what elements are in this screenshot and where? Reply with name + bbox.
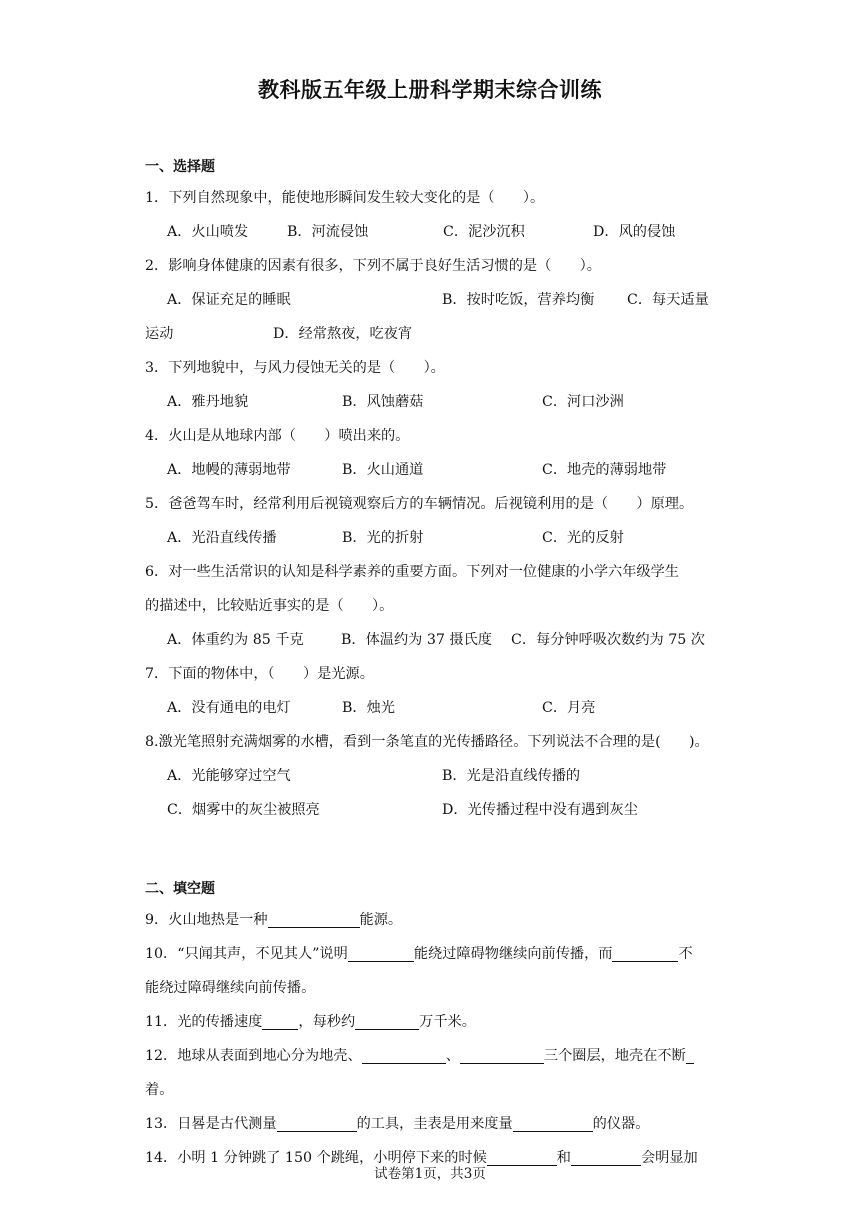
question-text: 会明显加 [640, 1150, 698, 1166]
option-d: D．经常熬夜，吃夜宵 [273, 326, 413, 342]
exam-content [145, 153, 717, 1175]
option-c: C．光的反射 [542, 530, 624, 546]
option-c: C．地壳的薄弱地带 [542, 462, 667, 478]
option-a: A．光能够穿过空气 [167, 768, 291, 784]
question-text: 12．地球从表面到地心分为地壳、 [145, 1048, 362, 1064]
option-a: A．没有通电的电灯 [167, 700, 291, 716]
question-2: 2．影响身体健康的因素有很多，下列不属于良好生活习惯的是（ ）。 [145, 258, 601, 274]
option-a: A．地幔的薄弱地带 [167, 462, 291, 478]
question-12 [145, 1039, 717, 1073]
options-q4 [145, 453, 717, 487]
question-text: 的仪器。 [592, 1116, 650, 1132]
answer-blank[interactable] [355, 1009, 419, 1030]
answer-blank[interactable] [348, 941, 414, 962]
option-b: B．风蚀蘑菇 [342, 394, 424, 410]
question-text: 万千米。 [419, 1014, 476, 1030]
question-text: 14．小明 1 分钟跳了 150 个跳绳，小明停下来的时候 [145, 1150, 487, 1166]
option-b: B．火山通道 [342, 462, 424, 478]
question-text: 能源。 [359, 912, 403, 928]
question-text: 三个圈层，地壳在不断 [543, 1048, 686, 1064]
option-b: B．体温约为 37 摄氏度 [341, 632, 492, 648]
answer-blank[interactable] [513, 1111, 593, 1132]
option-d: D．风的侵蚀 [593, 224, 676, 240]
question-13 [145, 1107, 717, 1141]
option-a: A．光沿直线传播 [167, 530, 277, 546]
option-a: A．保证充足的睡眠 [167, 292, 291, 308]
option-c: C．河口沙洲 [542, 394, 624, 410]
section-heading-fill: 二、填空题 [145, 881, 215, 897]
question-text: 的工具，圭表是用来度量 [356, 1116, 513, 1132]
option-d: D．光传播过程中没有遇到灰尘 [442, 802, 638, 818]
options-q8-row-2 [145, 793, 717, 827]
option-c-continued: 运动 [145, 326, 174, 342]
question-text: 9．火山地热是一种 [145, 912, 268, 928]
question-6-line-2: 的描述中，比较贴近事实的是（ ）。 [145, 598, 394, 614]
option-b: B．光是沿直线传播的 [442, 768, 581, 784]
answer-blank[interactable] [262, 1009, 298, 1030]
option-c: C．月亮 [542, 700, 596, 716]
options-q1 [145, 215, 717, 249]
options-q2 [145, 283, 717, 317]
question-text: 10．“只闻其声，不见其人”说明 [145, 946, 348, 962]
options-q5 [145, 521, 717, 555]
question-text: 11．光的传播速度 [145, 1014, 263, 1030]
question-text: 能绕过障碍物继续向前传播，而 [413, 946, 613, 962]
options-q3 [145, 385, 717, 419]
question-text: 13．日晷是古代测量 [145, 1116, 277, 1132]
answer-blank[interactable] [460, 1043, 544, 1064]
question-4: 4．火山是从地球内部（ ）喷出来的。 [145, 428, 410, 444]
question-text: 、 [445, 1048, 460, 1064]
question-text: 不 [678, 946, 693, 962]
option-b: B．光的折射 [342, 530, 424, 546]
question-6-line-1: 6．对一些生活常识的认知是科学素养的重要方面。下列对一位健康的小学六年级学生 [145, 564, 679, 580]
question-text: 和 [556, 1150, 571, 1166]
question-10-line-2: 能绕过障碍继续向前传播。 [145, 980, 316, 996]
option-c: C．烟雾中的灰尘被照亮 [167, 802, 320, 818]
option-a: A．火山喷发 [167, 224, 249, 240]
question-1: 1．下列自然现象中，能使地形瞬间发生较大变化的是（ ）。 [145, 190, 545, 206]
question-12-line-2: 着。 [145, 1082, 174, 1098]
question-9 [145, 903, 717, 937]
page-title: 教科版五年级上册科学期末综合训练 [258, 78, 602, 102]
option-c: C．每分钟呼吸次数约为 75 次 [511, 632, 705, 648]
question-11 [145, 1005, 717, 1039]
answer-blank[interactable] [612, 941, 678, 962]
answer-blank[interactable] [686, 1043, 694, 1064]
options-q2-continued [145, 317, 717, 351]
section-heading-choice: 一、选择题 [145, 159, 215, 175]
answer-blank[interactable] [277, 1111, 357, 1132]
question-10 [145, 937, 717, 971]
question-3: 3．下列地貌中，与风力侵蚀无关的是（ ）。 [145, 360, 445, 376]
answer-blank[interactable] [362, 1043, 446, 1064]
option-b: B．河流侵蚀 [287, 224, 369, 240]
question-5: 5．爸爸驾车时，经常利用后视镜观察后方的车辆情况。后视镜利用的是（ ）原理。 [145, 496, 694, 512]
options-q7 [145, 691, 717, 725]
question-8: 8.激光笔照射充满烟雾的水槽，看到一条笔直的光传播路径。下列说法不合理的是( )。 [145, 734, 709, 750]
option-c: C．每天适量 [627, 292, 709, 308]
option-b: B．按时吃饭，营养均衡 [442, 292, 595, 308]
options-q6 [145, 623, 717, 657]
option-b: B．烛光 [342, 700, 395, 716]
answer-blank[interactable] [268, 907, 360, 928]
option-c: C．泥沙沉积 [443, 224, 525, 240]
page-footer: 试卷第1页，共3页 [374, 1166, 486, 1182]
question-text: ，每秒约 [298, 1014, 356, 1030]
question-7: 7．下面的物体中，（ ）是光源。 [145, 666, 374, 682]
option-a: A．雅丹地貌 [167, 394, 249, 410]
options-q8-row-1 [145, 759, 717, 793]
option-a: A．体重约为 85 千克 [167, 632, 304, 648]
